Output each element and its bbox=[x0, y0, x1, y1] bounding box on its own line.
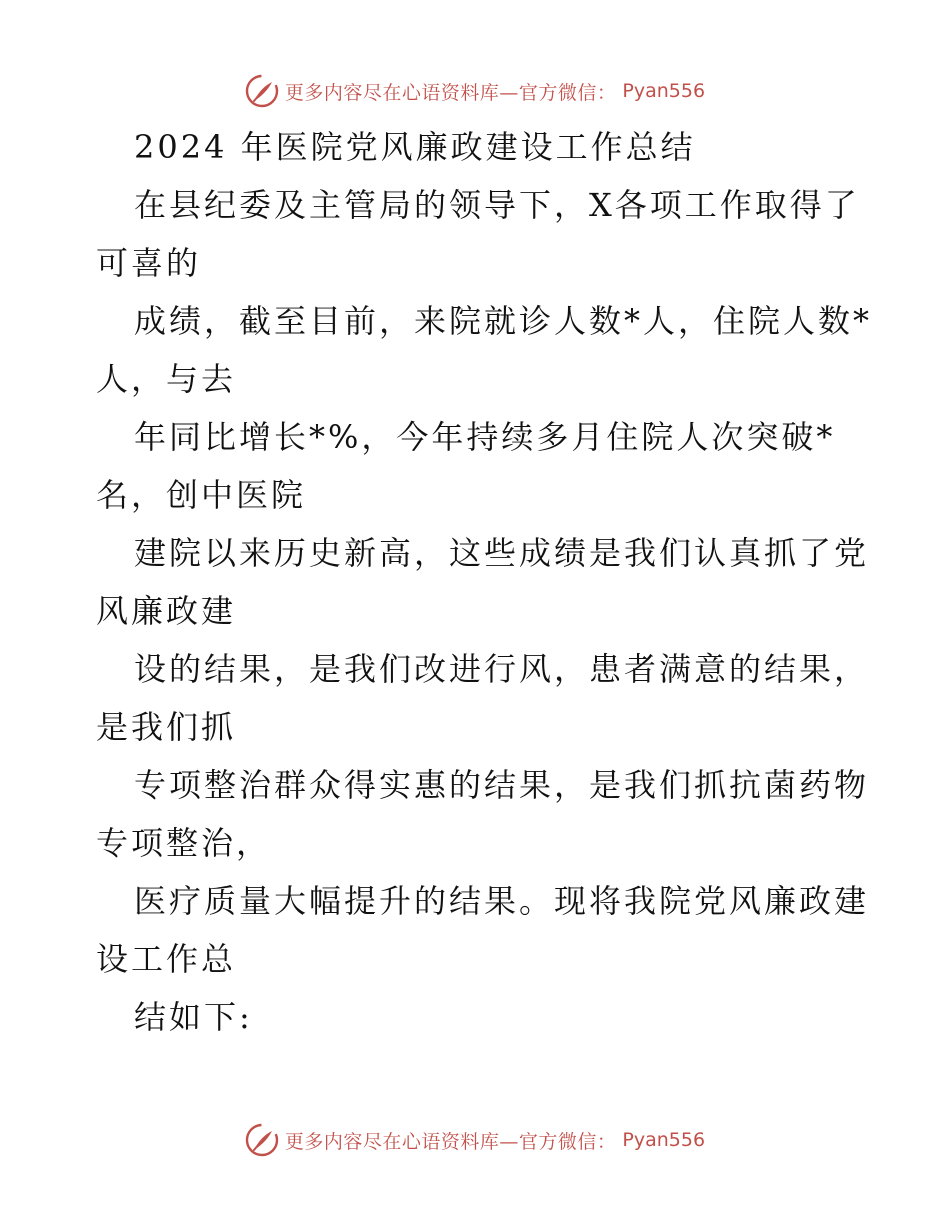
document-title: 2024 年医院党风廉政建设工作总结 bbox=[134, 128, 696, 166]
text-line: 专项整治， bbox=[96, 824, 272, 862]
header-watermark bbox=[0, 71, 950, 111]
text-line: 风廉政建 bbox=[96, 592, 237, 630]
text-line: 专项整治群众得实惠的结果，是我们抓抗菌药物 bbox=[134, 766, 870, 804]
text-line: 建院以来历史新高，这些成绩是我们认真抓了党 bbox=[134, 534, 870, 572]
text-line: 成绩，截至目前，来院就诊人数*人，住院人数* bbox=[134, 302, 873, 340]
text-line: 设工作总 bbox=[96, 940, 237, 978]
text-line: 设的结果，是我们改进行风，患者满意的结果， bbox=[134, 650, 870, 688]
text-line: 名，创中医院 bbox=[96, 476, 307, 514]
watermark-contact: Pyan556 bbox=[622, 1129, 706, 1151]
text-line: 年同比增长*%，今年持续多月住院人次突破* bbox=[134, 418, 836, 456]
footer-watermark bbox=[0, 1120, 950, 1160]
text-line: 医疗质量大幅提升的结果。现将我院党风廉政建 bbox=[134, 882, 870, 920]
text-line: 可喜的 bbox=[96, 244, 202, 282]
text-line: 是我们抓 bbox=[96, 708, 237, 746]
text-line: 在县纪委及主管局的领导下，X各项工作取得了 bbox=[134, 186, 860, 224]
text-line: 结如下: bbox=[134, 998, 253, 1036]
watermark-text: 更多内容尽在心语资料库—官方微信： bbox=[284, 81, 617, 104]
feather-pen-logo-icon bbox=[245, 74, 279, 108]
text-line: 人，与去 bbox=[96, 360, 237, 398]
document-body bbox=[96, 118, 873, 1046]
watermark-contact: Pyan556 bbox=[622, 80, 706, 102]
watermark-text: 更多内容尽在心语资料库—官方微信： bbox=[284, 1130, 617, 1153]
feather-pen-logo-icon bbox=[245, 1123, 279, 1157]
